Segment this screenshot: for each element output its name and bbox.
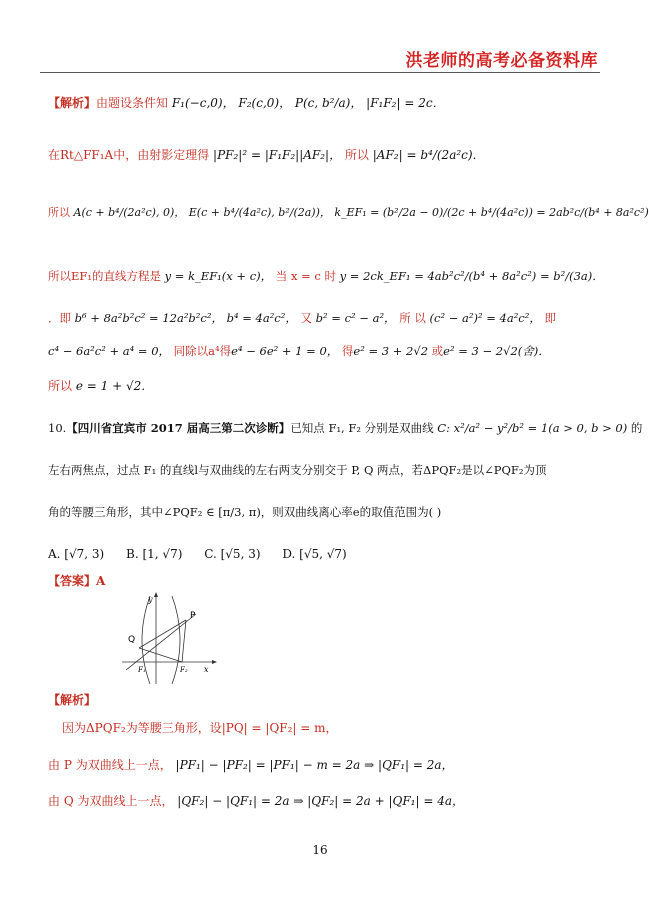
solution-step-3-text: 由 Q 为双曲线上一点， xyxy=(48,794,174,808)
solution-step-2 xyxy=(48,757,600,773)
question-text-2: 左右两焦点，过点 F₁ 的直线l与双曲线的左右两支分别交于 P, Q 两点，若ΔPQF₂是以∠PQF₂为顶 xyxy=(48,463,547,477)
solution-tag-line xyxy=(48,692,600,708)
question-text-1: 已知点 F₁, F₂ 分别是双曲线 xyxy=(290,421,434,435)
line-4-text: 所以EF₁的直线方程是 xyxy=(48,269,161,283)
line-4-text-b: 当 x = c 时 xyxy=(275,269,336,283)
line-2-text-b: 所以 xyxy=(344,148,369,162)
hyperbola-right-branch xyxy=(172,596,180,684)
hyperbola-equation: C: x²/a² − y²/b² = 1(a > 0, b > 0) xyxy=(437,421,628,435)
solution-step-1-text: 因为ΔPQF₂为等腰三角形，设|PQ| = |QF₂| = m， xyxy=(62,721,338,735)
line-5-text: ．即 xyxy=(48,311,71,325)
line-5-text-d: 即 xyxy=(544,311,557,325)
question-text-1b: 的 xyxy=(630,421,643,435)
solution-line-3 xyxy=(48,205,649,221)
page-number: 16 xyxy=(312,843,328,857)
header-rule xyxy=(40,72,600,73)
line-4-math: y = k_EF₁(x + c)， xyxy=(164,269,273,283)
y-axis-label: y xyxy=(148,595,153,604)
line-3-text: 所以 xyxy=(48,206,70,219)
line-5-math-c: (c² − a²)² = 4a²c²， xyxy=(429,311,541,325)
segment-pq xyxy=(139,620,186,648)
line-6-text-b: 得 xyxy=(341,344,354,358)
line-5-math-b: b² = c² − a²， xyxy=(315,311,396,325)
solution-line-1 xyxy=(48,95,600,111)
line-5-text-c: 所 以 xyxy=(399,311,426,325)
line-2-math: |PF₂|² = |F₁F₂||AF₂|， xyxy=(213,148,342,162)
solution-line-6 xyxy=(48,343,600,359)
solution-tag: 【解析】 xyxy=(48,693,97,707)
line-1-text: 由题设条件知 xyxy=(96,96,169,110)
line-6-text: 同除以a⁴得 xyxy=(173,344,232,358)
point-q-label: Q xyxy=(128,635,136,645)
option-c[interactable]: C. [√5, 3) xyxy=(204,547,261,561)
option-b[interactable]: B. [1, √7) xyxy=(126,547,183,561)
line-2-math-b: |AF₂| = b⁴/(2a²c)． xyxy=(372,148,485,162)
line-6-math: c⁴ − 6a²c² + a⁴ = 0， xyxy=(48,344,171,358)
question-10-line-2 xyxy=(48,462,600,478)
solution-step-3-math: |QF₂| − |QF₁| = 2a ⇒ |QF₂| = 2a + |QF₁| = 4a， xyxy=(177,794,465,808)
line-7-text: 所以 xyxy=(48,379,73,393)
solution-line-7 xyxy=(48,378,600,394)
question-text-3: 角的等腰三角形，其中∠PQF₂ ∈ [π/3, π)，则双曲线离心率e的取值范围为( ) xyxy=(48,505,442,519)
solution-step-3 xyxy=(48,793,600,809)
question-10-line-1 xyxy=(48,420,643,436)
hyperbola-figure xyxy=(120,592,224,686)
question-10-line-3 xyxy=(48,504,600,520)
answer-text: 【答案】A xyxy=(48,574,106,588)
header-title: 洪老师的高考必备资料库 xyxy=(405,51,598,71)
line-6-math-c: e² = 3 + 2√2 xyxy=(353,344,429,358)
line-5-text-b: 又 xyxy=(300,311,313,325)
solution-line-4 xyxy=(48,268,604,284)
solution-line-5 xyxy=(48,310,600,326)
line-3-math: A(c + b⁴/(2a²c), 0)， E(c + b⁴/(4a²c), b²/(2a))， k_EF₁ = (b²/2a − 0)/(2c + b⁴/(4a²c)) = 2ab²c/(b⁴ + 8a²c²) xyxy=(73,206,649,219)
solution-step-2-text: 由 P 为双曲线上一点， xyxy=(48,758,172,772)
option-a[interactable]: A. [√7, 3) xyxy=(48,547,105,561)
question-source: 【四川省宜宾市 2017 届高三第二次诊断】 xyxy=(66,421,291,435)
x-axis-label: x xyxy=(204,665,209,674)
line-6-math-b: e⁴ − 6e² + 1 = 0， xyxy=(231,344,339,358)
line-1-math: F₁(−c,0)， F₂(c,0)， P(c, b²/a)， |F₁F₂| = 2c． xyxy=(171,96,445,110)
line-7-math: e = 1 + √2． xyxy=(75,379,154,393)
point-p-label: P xyxy=(190,611,196,621)
point-f1-label: F₁ xyxy=(138,666,146,674)
segment-qf2 xyxy=(139,648,182,662)
line-6-text-c: 或 xyxy=(431,344,444,358)
segment-pf2 xyxy=(182,620,186,662)
line-2-text: 在Rt△FF₁A中，由射影定理得 xyxy=(48,148,210,162)
line-6-math-d: e² = 3 − 2√2(舍)． xyxy=(443,344,550,358)
line-4-math-b: y = 2ck_EF₁ = 4ab²c²/(b⁴ + 8a²c²) = b²/(3a)． xyxy=(339,269,604,283)
question-10-options xyxy=(48,546,600,562)
solution-step-2-math: |PF₁| − |PF₂| = |PF₁| − m = 2a ⇒ |QF₁| = 2a， xyxy=(175,758,454,772)
analysis-tag: 【解析】 xyxy=(48,96,97,110)
question-number: 10. xyxy=(48,421,67,435)
solution-step-1 xyxy=(62,720,600,736)
answer-line xyxy=(48,573,600,589)
point-f2-label: F₂ xyxy=(180,666,188,674)
line-5-math: b⁶ + 8a²b²c² = 12a²b²c²， b⁴ = 4a²c²， xyxy=(74,311,297,325)
option-d[interactable]: D. [√5, √7) xyxy=(282,547,347,561)
solution-line-2 xyxy=(48,147,600,163)
y-axis-arrow xyxy=(154,592,158,597)
x-axis-arrow xyxy=(212,660,217,664)
